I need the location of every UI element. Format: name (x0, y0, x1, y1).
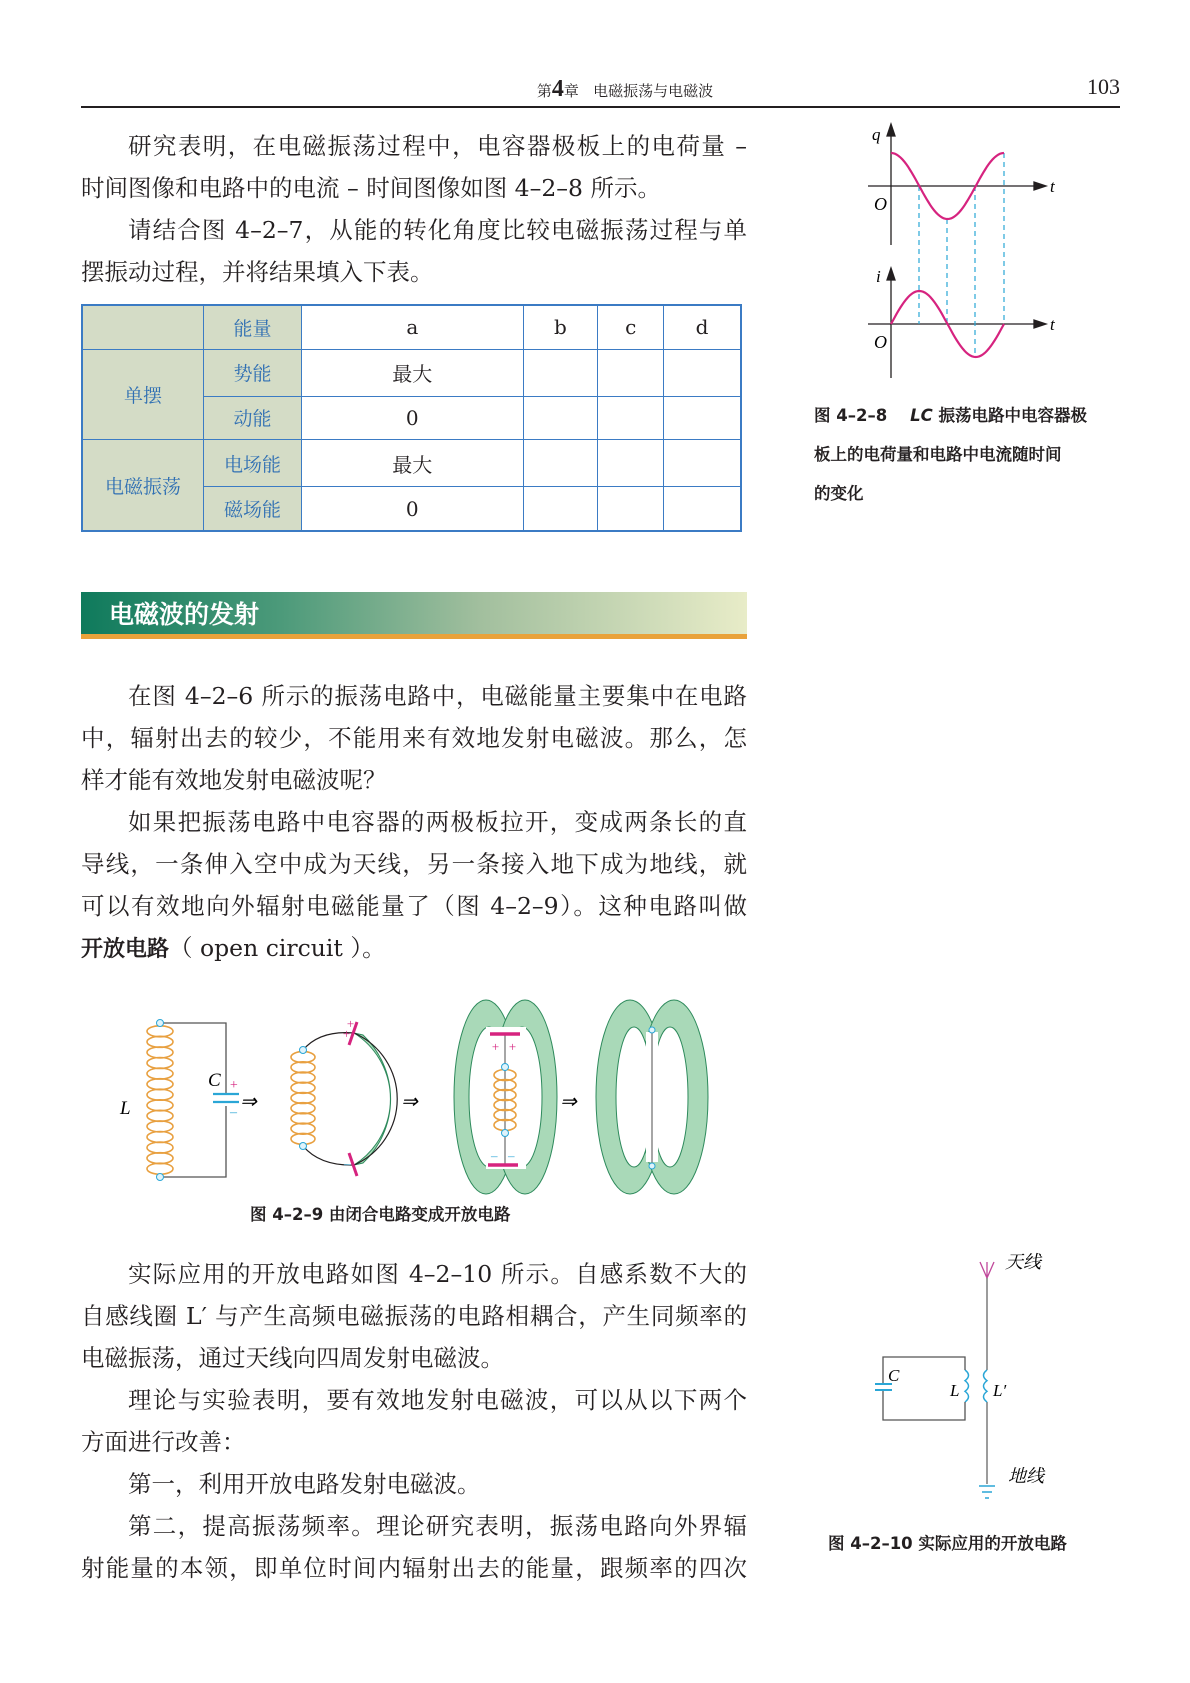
plus-sign: + (346, 1016, 355, 1031)
header-rule (81, 106, 1120, 108)
text-line: 摆振动过程，并将结果填入下表。 (81, 258, 434, 286)
coil-loop (147, 1047, 173, 1058)
coil-loop (147, 1153, 173, 1164)
i-label: i (876, 267, 881, 286)
closed-lc-circuit (119, 1020, 239, 1181)
body-text-1 (81, 675, 747, 969)
table-cell: 0 (302, 487, 524, 531)
table-cell (664, 396, 741, 440)
coil-loop (291, 1093, 315, 1104)
energy-comparison-table (81, 304, 742, 532)
chapter-suffix: 章 (563, 82, 579, 100)
text-line: 第二，提高振荡频率。理论研究表明，振荡电路向外界辐 (128, 1512, 747, 1540)
row-label: 势能 (204, 349, 302, 396)
table-cell: 最大 (302, 440, 524, 487)
origin-label: O (874, 332, 887, 352)
text-line: 第一，利用开放电路发射电磁波。 (128, 1470, 481, 1498)
inductor-coil (147, 1026, 173, 1174)
table-corner (82, 305, 204, 349)
text-line: 在图 4–2–6 所示的振荡电路中，电磁能量主要集中在电路 (128, 682, 747, 710)
text-line: 理论与实验表明，要有效地发射电磁波，可以从以下两个 (128, 1386, 747, 1414)
coil-L-prime (984, 1370, 988, 1402)
text-line: 研究表明，在电磁振荡过程中，电容器极板上的电荷量 – (128, 132, 747, 160)
antenna-icon (980, 1262, 994, 1278)
table-cell (523, 396, 598, 440)
figure-4-2-10-diagram (870, 1250, 1070, 1510)
row-label: 磁场能 (204, 487, 302, 531)
term-open-circuit: 开放电路 (81, 937, 170, 962)
table-cell (664, 440, 741, 487)
arrow-icon: ⇒ (401, 1091, 418, 1113)
text-line: 时间图像和电路中的电流 – 时间图像如图 4–2–8 所示。 (81, 174, 661, 202)
ground-icon (979, 1486, 995, 1498)
text-line: 电磁振荡，通过天线向四周发射电磁波。 (81, 1344, 504, 1372)
coil-loop (147, 1036, 173, 1047)
figure-4-2-9-caption: 图 4–2–9 由闭合电路变成开放电路 (250, 1205, 511, 1224)
header-cell: d (664, 305, 741, 349)
coil-loop (147, 1163, 173, 1174)
text-line: 中，辐射出去的较少，不能用来有效地发射电磁波。那么，怎 (81, 724, 747, 752)
coil-loop (147, 1121, 173, 1132)
header-cell: c (598, 305, 664, 349)
header-cell: a (302, 305, 524, 349)
group-label: 单摆 (82, 349, 204, 439)
coil-loop (147, 1142, 173, 1153)
plus-sign: + (508, 1039, 517, 1054)
coil-loop (147, 1110, 173, 1121)
caption-number: 图 4–2–8 (814, 406, 888, 425)
t-label: t (1050, 315, 1055, 334)
coil-loop (291, 1072, 315, 1083)
figure-4-2-10-caption: 图 4–2–10 实际应用的开放电路 (828, 1534, 1067, 1553)
coil-loop (147, 1079, 173, 1090)
text-line: 样才能有效地发射电磁波呢？ (81, 766, 387, 794)
open-circuit-straight-wire (596, 1000, 708, 1194)
plus-sign: + (229, 1078, 239, 1093)
row-label: 电场能 (204, 440, 302, 487)
figure-4-2-8-caption (814, 396, 1124, 513)
coil-loop (291, 1123, 315, 1134)
inductor-label: L (120, 1098, 131, 1119)
coil-loop (291, 1103, 315, 1114)
table-cell (598, 487, 664, 531)
row-label: 动能 (204, 396, 302, 440)
t-axis-arrow-top (1034, 182, 1046, 190)
caption-line: 的变化 (814, 484, 864, 503)
minus-sign: – (344, 1156, 351, 1171)
origin-label: O (874, 194, 887, 214)
text-line: 自感线圈 L′ 与产生高频电磁振荡的电路相耦合，产生同频率的 (81, 1302, 747, 1330)
coil-loop (147, 1058, 173, 1069)
table-row (82, 440, 741, 487)
opening-circuit (291, 1016, 397, 1176)
chapter-title: 电磁振荡与电磁波 (593, 82, 714, 100)
text-line: 导线，一条伸入空中成为天线，另一条接入地下成为地线，就 (81, 850, 747, 878)
table-cell (523, 440, 598, 487)
text-line: 射能量的本领，即单位时间内辐射出去的能量，跟频率的四次 (81, 1554, 747, 1582)
text-line: 可以有效地向外辐射电磁能量了（图 4–2–9）。这种电路叫做 (81, 892, 747, 920)
plus-sign: + (491, 1039, 500, 1054)
coil-L (965, 1370, 969, 1402)
capacitor-label: C (208, 1070, 221, 1091)
t-label: t (1050, 177, 1055, 196)
header-cell: 能量 (204, 305, 302, 349)
coil-L-label: L (950, 1381, 960, 1400)
table-cell (598, 349, 664, 396)
group-label: 电磁振荡 (82, 440, 204, 531)
inductor-coil (291, 1052, 315, 1145)
section-header (81, 592, 747, 639)
table-row (82, 349, 741, 396)
q-label: q (872, 125, 881, 144)
chapter-number: 4 (551, 76, 564, 102)
caption-line: 板上的电荷量和电路中电流随时间 (814, 445, 1062, 464)
table-cell (598, 440, 664, 487)
table-cell (598, 396, 664, 440)
coil-loop (147, 1068, 173, 1079)
table-header-row (82, 305, 741, 349)
coil-loop (147, 1089, 173, 1100)
arrow-icon: ⇒ (240, 1091, 257, 1113)
coil-loop (147, 1100, 173, 1111)
intro-text (81, 125, 747, 293)
text-line: 请结合图 4–2–7，从能的转化角度比较电磁振荡过程与单 (128, 216, 747, 244)
coil-loop (291, 1113, 315, 1124)
t-axis-arrow-bottom (1034, 320, 1046, 328)
coil-loop (291, 1082, 315, 1093)
table-cell (523, 349, 598, 396)
text-line: 如果把振荡电路中电容器的两极板拉开，变成两条长的直 (128, 808, 747, 836)
coil-loop (291, 1062, 315, 1073)
chapter-prefix: 第 (536, 82, 552, 100)
term-gloss: （ open circuit ）。 (169, 934, 386, 962)
text-line (81, 927, 747, 969)
page-number: 103 (1087, 74, 1120, 99)
caption-text: 振荡电路中电容器极 (932, 406, 1088, 425)
capacitor-label: C (888, 1366, 900, 1385)
dashed-guides (919, 153, 1004, 358)
coil-loop (147, 1132, 173, 1143)
table-cell (664, 349, 741, 396)
table-cell (664, 487, 741, 531)
figure-4-2-8-graph (860, 120, 1080, 385)
table-cell (523, 487, 598, 531)
table-cell: 0 (302, 396, 524, 440)
q-axis-arrow (887, 124, 895, 136)
text-line: 实际应用的开放电路如图 4–2–10 所示。自感系数不大的 (128, 1260, 747, 1288)
table-cell: 最大 (302, 349, 524, 396)
section-title: 电磁波的发射 (109, 600, 260, 629)
text-line: 方面进行改善： (81, 1428, 246, 1456)
minus-sign: – (491, 1148, 498, 1163)
antenna-label: 天线 (1005, 1252, 1041, 1272)
plus-sign: + (342, 1026, 351, 1041)
running-header (460, 76, 790, 103)
figure-4-2-9-diagram (110, 995, 710, 1195)
header-cell: b (523, 305, 598, 349)
minus-sign: – (508, 1148, 515, 1163)
minus-sign: – (230, 1105, 237, 1120)
coil-loop (147, 1026, 173, 1037)
body-text-2 (81, 1253, 747, 1589)
coil-L-prime-label: L′ (993, 1381, 1007, 1400)
ground-label: 地线 (1008, 1466, 1044, 1486)
open-circuit-with-coil (449, 1000, 557, 1194)
arrow-icon: ⇒ (560, 1091, 577, 1113)
i-axis-arrow (887, 268, 895, 280)
caption-italic: LC (910, 406, 933, 425)
